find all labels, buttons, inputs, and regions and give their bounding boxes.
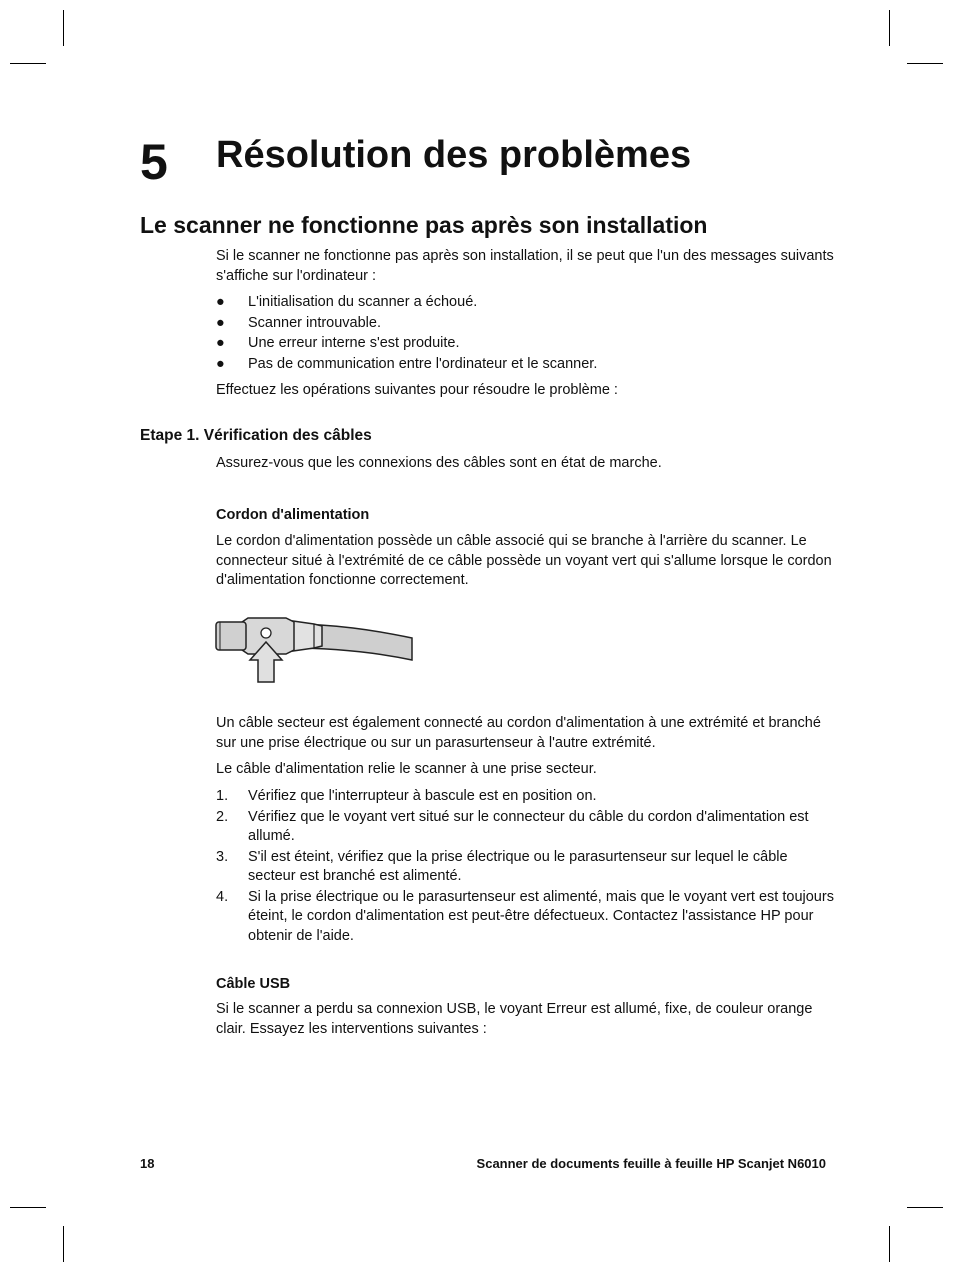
- bullet-icon: ●: [216, 314, 225, 331]
- crop-mark: [889, 1226, 890, 1262]
- footer-document-title: Scanner de documents feuille à feuille HP Scanjet N6010: [476, 1156, 826, 1171]
- section-followup: Effectuez les opérations suivantes pour résoudre le problème :: [216, 382, 618, 398]
- step-intro: Assurez-vous que les connexions des câbles sont en état de marche.: [216, 455, 662, 471]
- list-item: [216, 787, 836, 807]
- crop-mark: [907, 1207, 943, 1208]
- step-number: 2.: [216, 808, 229, 825]
- list-item: [216, 292, 836, 313]
- list-item: [216, 848, 836, 887]
- step-text: S'il est éteint, vérifiez que la prise électrique ou le parasurtenseur sur lequel le câble secteur est branché est alimenté.: [248, 848, 788, 884]
- list-item-text: Scanner introuvable.: [248, 314, 381, 331]
- chapter-title: Résolution des problèmes: [216, 134, 692, 176]
- usb-description: Si le scanner a perdu sa connexion USB, le voyant Erreur est allumé, fixe, de couleur orange clair. Essayez les interventions suivantes :: [216, 1001, 813, 1037]
- crop-mark: [63, 1226, 64, 1262]
- usb-heading: Câble USB: [216, 976, 291, 992]
- power-cord-steps: [216, 787, 836, 947]
- power-connector-icon: [214, 612, 414, 686]
- chapter-number: 5: [140, 134, 168, 190]
- power-cord-note: Le câble d'alimentation relie le scanner à une prise secteur.: [216, 761, 597, 777]
- step-text: Si la prise électrique ou le parasurtenseur est alimenté, mais que le voyant vert est toujours éteint, le cordon d'alimentation est peut-être défectueux. Contactez l'assistance HP pour obtenir de l'aide.: [248, 888, 834, 944]
- list-item: [216, 333, 836, 354]
- step-title: Etape 1. Vérification des câbles: [140, 427, 372, 444]
- crop-mark: [10, 1207, 46, 1208]
- crop-mark: [63, 10, 64, 46]
- error-message-list: [216, 292, 836, 375]
- bullet-icon: ●: [216, 356, 225, 373]
- crop-mark: [889, 10, 890, 46]
- power-cord-description: Le cordon d'alimentation possède un câble associé qui se branche à l'arrière du scanner. Le connecteur situé à l'extrémité de ce câble possède un voyant vert qui s'allume lorsque le cordon d'alimentation fonctionne correctement.: [216, 533, 832, 588]
- section-title: Le scanner ne fonctionne pas après son installation: [140, 212, 708, 238]
- crop-mark: [907, 63, 943, 64]
- step-number: 1.: [216, 788, 229, 804]
- step-number: 4.: [216, 888, 229, 905]
- list-item-text: Pas de communication entre l'ordinateur et le scanner.: [248, 356, 598, 373]
- list-item: [216, 888, 836, 947]
- list-item-text: L'initialisation du scanner a échoué.: [248, 294, 478, 310]
- list-item: [216, 808, 836, 847]
- section-intro: Si le scanner ne fonctionne pas après son installation, il se peut que l'un des messages suivants s'affiche sur l'ordinateur :: [216, 248, 834, 284]
- power-cord-heading: Cordon d'alimentation: [216, 507, 370, 523]
- page-number: 18: [140, 1156, 155, 1171]
- step-text: Vérifiez que l'interrupteur à bascule est en position on.: [248, 788, 597, 804]
- step-text: Vérifiez que le voyant vert situé sur le connecteur du câble du cordon d'alimentation est allumé.: [248, 808, 809, 844]
- bullet-icon: ●: [216, 294, 225, 310]
- bullet-icon: ●: [216, 335, 225, 352]
- crop-mark: [10, 63, 46, 64]
- list-item: [216, 354, 836, 375]
- list-item-text: Une erreur interne s'est produite.: [248, 335, 460, 352]
- power-connector-illustration: [214, 612, 414, 691]
- power-cord-note: Un câble secteur est également connecté au cordon d'alimentation à une extrémité et branché sur une prise électrique ou sur un parasurtenseur à l'autre extrémité.: [216, 715, 821, 751]
- list-item: [216, 313, 836, 334]
- step-number: 3.: [216, 848, 229, 865]
